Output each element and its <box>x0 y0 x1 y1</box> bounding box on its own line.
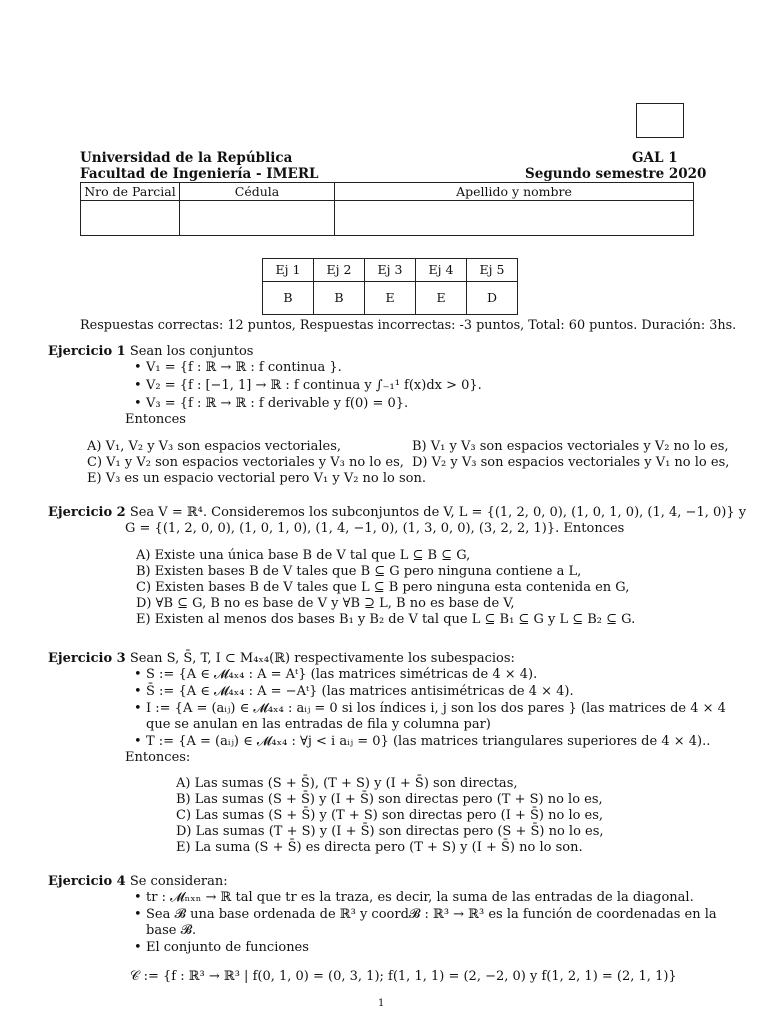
option-e: E) Existen al menos dos bases B₁ y B₂ de V tal que L ⊆ B₁ ⊆ G y L ⊆ B₂ ⊆ G. <box>136 612 636 627</box>
exercise-title: Ejercicio 1 <box>48 344 126 359</box>
bullet-item: • T := {A = (aᵢⱼ) ∈ 𝓜₄ₓ₄ : ∀j < i aᵢⱼ = 0} (las matrices triangulares superiores de 4 × 4).. <box>134 734 734 750</box>
exercise-intro: Sean los conjuntos <box>129 344 254 359</box>
option-a: A) Las sumas (S + S̄), (T + S) y (I + S̄) son directas, <box>176 776 518 791</box>
field-nro-parcial <box>81 201 180 236</box>
option-b: B) V₁ y V₃ son espacios vectoriales y V₂ no lo es, <box>412 439 729 454</box>
answer-value: E <box>416 282 467 315</box>
scoring-info: Respuestas correctas: 12 puntos, Respuestas incorrectas: -3 puntos, Total: 60 puntos. Duración: 3hs. <box>80 318 737 333</box>
answer-header: Ej 4 <box>416 259 467 282</box>
option-d: D) V₂ y V₃ son espacios vectoriales y V₁ no lo es, <box>412 455 730 470</box>
grade-box <box>636 103 684 138</box>
bullet-item: • V₃ = {f : ℝ → ℝ : f derivable y f(0) = 0}. <box>134 396 748 412</box>
semester: Segundo semestre 2020 <box>525 166 707 182</box>
option-d: D) Las sumas (T + S) y (I + S̄) son directas pero (S + S̄) no lo es, <box>176 824 604 839</box>
answer-table <box>262 258 518 315</box>
student-id-table <box>80 182 694 236</box>
header-apellido-nombre: Apellido y nombre <box>335 183 694 201</box>
answer-header: Ej 2 <box>314 259 365 282</box>
option-a: A) Existe una única base B de V tal que L ⊆ B ⊆ G, <box>136 548 471 563</box>
page-number: 1 <box>378 998 385 1009</box>
exercise-intro: Sean S, S̄, T, I ⊂ M₄ₓ₄(ℝ) respectivamente los subespacios: <box>129 651 515 666</box>
option-e: E) V₃ es un espacio vectorial pero V₁ y V₂ no lo son. <box>87 471 426 486</box>
field-cedula <box>180 201 335 236</box>
bullet-item: • S := {A ∈ 𝓜₄ₓ₄ : A = Aᵗ} (las matrices simétricas de 4 × 4). <box>134 667 734 683</box>
exercise-statement: Sea V = ℝ⁴. Consideremos los subconjuntos de V, L = {(1, 2, 0, 0), (1, 0, 1, 0), (1, 4, −1, 0)} y <box>129 505 747 520</box>
answer-value: B <box>263 282 314 315</box>
exercise-4 <box>48 874 748 956</box>
exercise-title: Ejercicio 4 <box>48 874 126 889</box>
option-b: B) Las sumas (S + S̄) y (I + S̄) son directas pero (T + S) no lo es, <box>176 792 603 807</box>
option-b: B) Existen bases B de V tales que B ⊆ G pero ninguna contiene a L, <box>136 564 582 579</box>
answer-value: D <box>467 282 518 315</box>
option-c: C) V₁ y V₂ son espacios vectoriales y V₃ no lo es, <box>87 455 404 470</box>
set-formula: 𝒞 := {f : ℝ³ → ℝ³ | f(0, 1, 0) = (0, 3, 1); f(1, 1, 1) = (2, −2, 0) y f(1, 2, 1) = (2, 1, 1)} <box>130 969 677 984</box>
exercise-statement: G = {(1, 2, 0, 0), (1, 0, 1, 0), (1, 4, −1, 0), (1, 3, 0, 0), (3, 2, 2, 1)}. Entonces <box>125 521 625 536</box>
field-apellido-nombre <box>335 201 694 236</box>
bullet-item: • S̄ := {A ∈ 𝓜₄ₓ₄ : A = −Aᵗ} (las matrices antisimétricas de 4 × 4). <box>134 684 734 700</box>
option-c: C) Las sumas (S + S̄) y (T + S) son directas pero (I + S̄) no lo es, <box>176 808 604 823</box>
answer-header: Ej 1 <box>263 259 314 282</box>
exercise-title: Ejercicio 3 <box>48 651 126 666</box>
exercise-1 <box>48 344 748 428</box>
bullet-item: • tr : 𝓜ₙₓₙ → ℝ tal que tr es la traza, es decir, la suma de las entradas de la diagonal. <box>134 890 734 906</box>
course-name: GAL 1 <box>632 150 678 166</box>
exercise-intro: Se consideran: <box>129 874 228 889</box>
answer-header: Ej 5 <box>467 259 518 282</box>
option-a: A) V₁, V₂ y V₃ son espacios vectoriales, <box>87 439 342 454</box>
bullet-item: • I := {A = (aᵢⱼ) ∈ 𝓜₄ₓ₄ : aᵢⱼ = 0 si los índices i, j son los dos pares } (las matrices de 4 × 4 que se anulan en las entradas de fila y columna par) <box>134 701 734 733</box>
exercise-2 <box>48 505 758 628</box>
exercise-title: Ejercicio 2 <box>48 505 126 520</box>
answer-value: E <box>365 282 416 315</box>
faculty-name: Facultad de Ingeniería - IMERL <box>80 166 319 182</box>
then-label: Entonces: <box>125 750 191 765</box>
answer-value: B <box>314 282 365 315</box>
answer-header: Ej 3 <box>365 259 416 282</box>
bullet-item: • Sea 𝓑 una base ordenada de ℝ³ y coord𝓑 : ℝ³ → ℝ³ es la función de coordenadas en la base 𝓑. <box>134 907 734 939</box>
option-c: C) Existen bases B de V tales que L ⊆ B pero ninguna esta contenida en G, <box>136 580 630 595</box>
exercise-3 <box>48 651 748 856</box>
bullet-item: • El conjunto de funciones <box>134 940 734 956</box>
bullet-item: • V₂ = {f : [−1, 1] → ℝ : f continua y ∫₋₁¹ f(x)dx > 0}. <box>134 378 748 394</box>
header-nro-parcial: Nro de Parcial <box>81 183 180 201</box>
then-label: Entonces <box>125 412 186 427</box>
university-name: Universidad de la República <box>80 150 293 166</box>
header-cedula: Cédula <box>180 183 335 201</box>
option-d: D) ∀B ⊆ G, B no es base de V y ∀B ⊇ L, B no es base de V, <box>136 596 515 611</box>
bullet-item: • V₁ = {f : ℝ → ℝ : f continua }. <box>134 360 748 376</box>
option-e: E) La suma (S + S̄) es directa pero (T + S) y (I + S̄) no lo son. <box>176 840 583 855</box>
